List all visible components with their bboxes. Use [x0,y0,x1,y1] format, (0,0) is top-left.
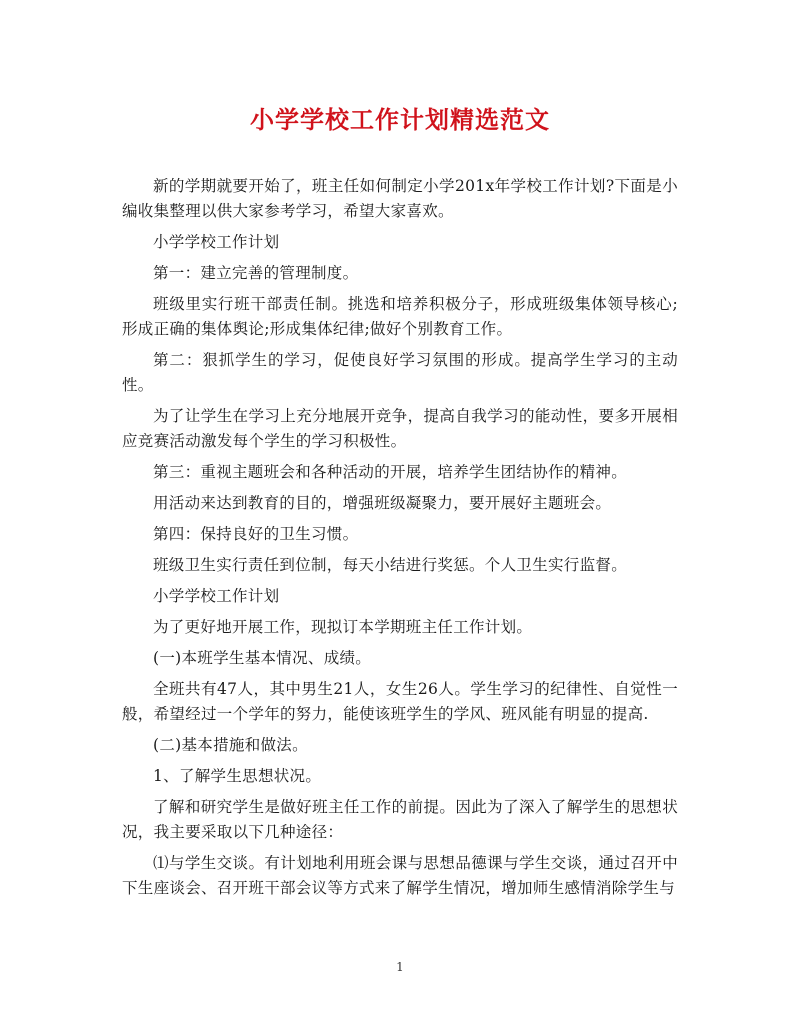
document-body [122,174,678,907]
paragraph: (一)本班学生基本情况、成绩。 [153,649,372,667]
paragraph: 班级卫生实行责任到位制，每天小结进行奖惩。个人卫生实行监督。 [153,556,628,574]
paragraph: 用活动来达到教育的目的，增强班级凝聚力，要开展好主题班会。 [153,494,612,512]
paragraph: 为了更好地开展工作，现拟订本学期班主任工作计划。 [153,618,533,636]
paragraph-intro: 新的学期就要开始了，班主任如何制定小学201x年学校工作计划?下面是小编收集整理以供大家参考学习，希望大家喜欢。 [122,177,678,220]
document-title: 小学学校工作计划精选范文 [250,105,550,134]
section-heading: 小学学校工作计划 [153,233,280,251]
paragraph: 为了让学生在学习上充分地展开竞争，提高自我学习的能动性，要多开展相应竞赛活动激发每个学生的学习积极性。 [122,407,678,450]
paragraph: 1、了解学生思想状况。 [153,767,322,785]
paragraph: ⑴与学生交谈。有计划地利用班会课与思想品德课与学生交谈，通过召开中下生座谈会、召开班干部会议等方式来了解学生情况，增加师生感情消除学生与 [122,854,678,897]
page-number: 1 [396,960,404,974]
paragraph: 班级里实行班干部责任制。挑选和培养积极分子，形成班级集体领导核心;形成正确的集体舆论;形成集体纪律;做好个别教育工作。 [122,295,678,338]
paragraph: 第二：狠抓学生的学习，促使良好学习氛围的形成。提高学生学习的主动性。 [122,351,678,394]
paragraph: 第三：重视主题班会和各种活动的开展，培养学生团结协作的精神。 [153,463,628,481]
paragraph: (二)基本措施和做法。 [153,736,308,754]
paragraph: 第四：保持良好的卫生习惯。 [153,525,359,543]
paragraph: 了解和研究学生是做好班主任工作的前提。因此为了深入了解学生的思想状况，我主要采取以下几种途径： [122,798,678,841]
paragraph: 全班共有47人，其中男生21人，女生26人。学生学习的纪律性、自觉性一般，希望经过一个学年的努力，能使该班学生的学风、班风能有明显的提高. [122,680,678,723]
paragraph: 第一：建立完善的管理制度。 [153,264,359,282]
section-heading: 小学学校工作计划 [153,587,280,605]
